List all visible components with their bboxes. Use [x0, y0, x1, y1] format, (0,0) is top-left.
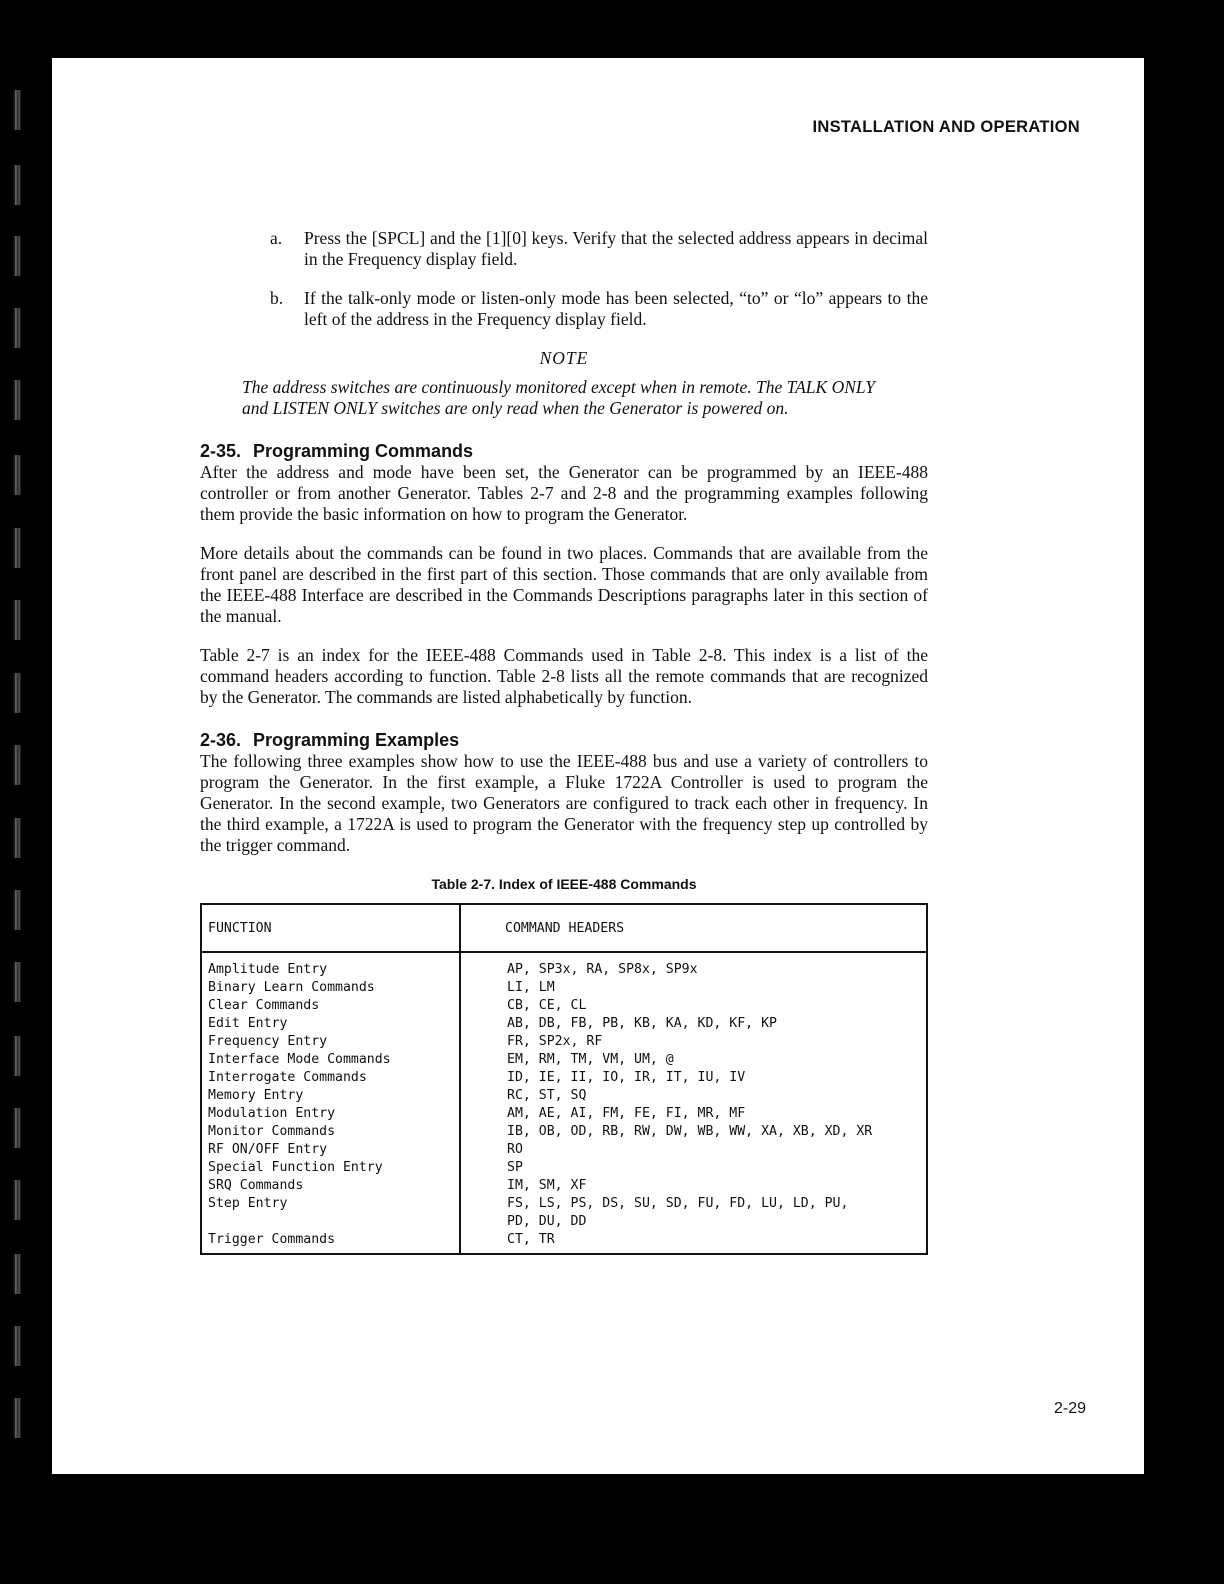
- table-row: [201, 1069, 927, 1087]
- section-number: 2-36.: [200, 730, 242, 750]
- table-row: [201, 1033, 927, 1051]
- table-row: [201, 1087, 927, 1105]
- command-headers-cell: AB, DB, FB, PB, KB, KA, KD, KF, KP: [507, 1016, 777, 1031]
- function-cell: Monitor Commands: [201, 1123, 460, 1141]
- table-row: [201, 1105, 927, 1123]
- binder-hole: [13, 236, 21, 276]
- command-headers-cell: IM, SM, XF: [507, 1178, 587, 1193]
- function-cell: SRQ Commands: [201, 1177, 460, 1195]
- command-headers-cell: AM, AE, AI, FM, FE, FI, MR, MF: [507, 1106, 746, 1121]
- function-cell: Binary Learn Commands: [201, 979, 460, 997]
- binder-hole: [13, 455, 21, 495]
- command-headers-cell: SP: [507, 1160, 523, 1175]
- step-label: b.: [270, 288, 284, 308]
- binder-hole: [13, 818, 21, 858]
- column-header-function: FUNCTION: [201, 904, 460, 952]
- step-text: Press the [SPCL] and the [1][0] keys. Verify that the selected address appears in decimal in the Frequency display field.: [304, 228, 928, 269]
- function-cell: RF ON/OFF Entry: [201, 1141, 460, 1159]
- binder-hole: [13, 90, 21, 130]
- command-headers-cell: LI, LM: [507, 980, 555, 995]
- table-row: [201, 952, 927, 979]
- binder-hole: [13, 673, 21, 713]
- table-row: [201, 1141, 927, 1159]
- function-cell: Edit Entry: [201, 1015, 460, 1033]
- function-cell: Step Entry: [201, 1195, 460, 1213]
- command-headers-cell: PD, DU, DD: [507, 1214, 587, 1229]
- binder-hole: [13, 528, 21, 568]
- running-header: INSTALLATION AND OPERATION: [812, 118, 1080, 136]
- table-body: [201, 952, 927, 1254]
- commands-index-table: [200, 903, 928, 1255]
- function-cell: Special Function Entry: [201, 1159, 460, 1177]
- command-headers-cell: CT, TR: [507, 1232, 555, 1247]
- table-row: [201, 1123, 927, 1141]
- paragraph: After the address and mode have been set, the Generator can be programmed by an IEEE-488 controller or from another Generator. Tables 2-7 and 2-8 and the programming examples following them provide the basic information on how to program the Generator.: [200, 462, 928, 524]
- table-row: [201, 1177, 927, 1195]
- binder-hole: [13, 600, 21, 640]
- binder-hole: [13, 308, 21, 348]
- binder-hole: [13, 1398, 21, 1438]
- paragraph: The following three examples show how to use the IEEE-488 bus and use a variety of controllers to program the Generator. In the first example, a Fluke 1722A Controller is used to program the Generator. In the second example, two Generators are configured to track each other in frequency. In the third example, a 1722A is used to program the Generator with the frequency step up controlled by the trigger command.: [200, 751, 928, 855]
- function-cell: Interrogate Commands: [201, 1069, 460, 1087]
- binder-hole: [13, 1108, 21, 1148]
- step-a: [270, 228, 928, 270]
- section-heading-2-35: [200, 441, 928, 462]
- function-cell: [201, 1213, 460, 1231]
- table-row: [201, 1015, 927, 1033]
- section-title: Programming Commands: [253, 441, 474, 461]
- command-headers-cell: IB, OB, OD, RB, RW, DW, WB, WW, XA, XB, XD, XR: [507, 1124, 873, 1139]
- command-headers-cell: CB, CE, CL: [507, 998, 587, 1013]
- function-cell: Clear Commands: [201, 997, 460, 1015]
- table-row: [201, 1231, 927, 1254]
- function-cell: Frequency Entry: [201, 1033, 460, 1051]
- column-header-commands: COMMAND HEADERS: [460, 904, 927, 952]
- table-row: [201, 1159, 927, 1177]
- binder-hole: [13, 1254, 21, 1294]
- function-cell: Interface Mode Commands: [201, 1051, 460, 1069]
- binder-hole: [13, 1036, 21, 1076]
- function-cell: Trigger Commands: [201, 1231, 460, 1254]
- binder-hole: [13, 1180, 21, 1220]
- command-headers-cell: ID, IE, II, IO, IR, IT, IU, IV: [507, 1070, 746, 1085]
- binder-hole: [13, 745, 21, 785]
- page-content: [200, 228, 928, 1255]
- command-headers-cell: AP, SP3x, RA, SP8x, SP9x: [507, 962, 698, 977]
- manual-page: [52, 58, 1144, 1474]
- command-headers-cell: FS, LS, PS, DS, SU, SD, FU, FD, LU, LD, PU,: [507, 1196, 849, 1211]
- binder-hole: [13, 890, 21, 930]
- paragraph: More details about the commands can be found in two places. Commands that are available from the front panel are described in the first part of this section. Those commands that are only available from the IEEE-488 Interface are described in the Commands Descriptions paragraphs later in this section of the manual.: [200, 543, 928, 626]
- note-text: The address switches are continuously monitored except when in remote. The TALK ONLY and LISTEN ONLY switches are only read when the Generator is powered on.: [242, 377, 876, 418]
- step-label: a.: [270, 228, 283, 248]
- page-number: 2-29: [1053, 1400, 1086, 1417]
- binder-hole: [13, 380, 21, 420]
- table-row: [201, 1213, 927, 1231]
- step-text: If the talk-only mode or listen-only mode has been selected, “to” or “lo” appears to the left of the address in the Frequency display field.: [304, 288, 928, 329]
- command-headers-cell: EM, RM, TM, VM, UM, @: [507, 1052, 674, 1067]
- section-heading-2-36: [200, 730, 928, 751]
- function-cell: Modulation Entry: [201, 1105, 460, 1123]
- command-headers-cell: RO: [507, 1142, 523, 1157]
- note-title: NOTE: [539, 348, 589, 368]
- section-title: Programming Examples: [253, 730, 460, 750]
- section-number: 2-35.: [200, 441, 242, 461]
- command-headers-cell: RC, ST, SQ: [507, 1088, 587, 1103]
- command-headers-cell: FR, SP2x, RF: [507, 1034, 603, 1049]
- binder-hole: [13, 165, 21, 205]
- binder-hole: [13, 962, 21, 1002]
- function-cell: Memory Entry: [201, 1087, 460, 1105]
- function-cell: Amplitude Entry: [201, 952, 460, 979]
- table-caption: Table 2-7. Index of IEEE-488 Commands: [431, 876, 697, 892]
- table-row: [201, 979, 927, 997]
- table-header-row: [201, 904, 927, 952]
- table-row: [201, 997, 927, 1015]
- step-b: [270, 288, 928, 330]
- table-row: [201, 1195, 927, 1213]
- table-row: [201, 1051, 927, 1069]
- paragraph: Table 2-7 is an index for the IEEE-488 Commands used in Table 2-8. This index is a list of the command headers according to function. Table 2-8 lists all the remote commands that are recognized by the Generator. The commands are listed alphabetically by function.: [200, 645, 928, 707]
- binder-hole: [13, 1326, 21, 1366]
